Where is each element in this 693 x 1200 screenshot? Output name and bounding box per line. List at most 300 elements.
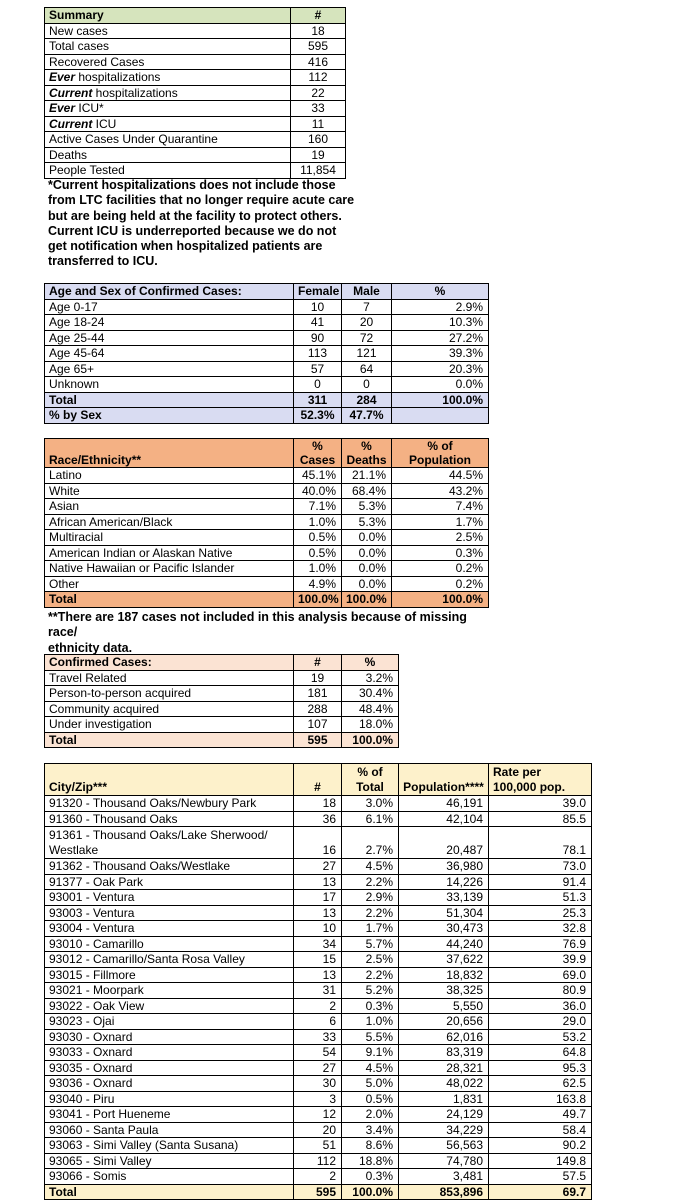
city-label-cell: 93015 - Fillmore	[45, 967, 294, 983]
city-percent-cell: 2.0%	[342, 1107, 399, 1123]
male-cell: 284	[342, 392, 392, 408]
confirmed-percent-cell: 30.4%	[342, 686, 399, 702]
population-percent-cell: 2.5%	[392, 530, 489, 546]
cases-percent-cell: 100.0%	[294, 592, 342, 608]
city-row	[45, 905, 592, 921]
race-label-cell: White	[45, 483, 294, 499]
female-cell: 52.3%	[294, 408, 342, 424]
city-label-cell: 93041 - Port Hueneme	[45, 1107, 294, 1123]
summary-row-text: ICU	[92, 116, 117, 131]
city-population-cell: 48,022	[399, 1076, 489, 1092]
city-rate-cell: 149.8	[489, 1153, 592, 1169]
city-row	[45, 1045, 592, 1061]
city-label-cell: 93004 - Ventura	[45, 921, 294, 937]
confirmed-count-cell: 107	[294, 717, 342, 733]
city-count-cell: 31	[294, 983, 342, 999]
city-population-cell: 51,304	[399, 905, 489, 921]
city-population-cell: 83,319	[399, 1045, 489, 1061]
summary-row-value: 11,854	[291, 163, 346, 179]
race-footnote-line: ethnicity data.	[48, 640, 133, 655]
city-label-cell: 93063 - Simi Valley (Santa Susana)	[45, 1138, 294, 1154]
summary-row	[45, 85, 346, 101]
population-percent-cell: 0.2%	[392, 576, 489, 592]
city-row	[45, 1091, 592, 1107]
summary-row	[45, 39, 346, 55]
city-rate-cell: 58.4	[489, 1122, 592, 1138]
city-row	[45, 1153, 592, 1169]
race-row	[45, 483, 489, 499]
population-percent-cell: 0.3%	[392, 545, 489, 561]
city-rate-cell: 76.9	[489, 936, 592, 952]
city-percent-cell: 9.1%	[342, 1045, 399, 1061]
age-label-cell: Unknown	[45, 377, 294, 393]
city-percent-cell: 4.5%	[342, 859, 399, 875]
city-label-cell: 91360 - Thousand Oaks	[45, 811, 294, 827]
city-row	[45, 827, 592, 859]
male-cell: 47.7%	[342, 408, 392, 424]
city-count-cell: 18	[294, 796, 342, 812]
summary-row-label	[45, 85, 291, 101]
city-population-cell: 30,473	[399, 921, 489, 937]
city-label-cell: 93066 - Somis	[45, 1169, 294, 1185]
city-count-cell: 112	[294, 1153, 342, 1169]
city-rate-cell: 29.0	[489, 1014, 592, 1030]
city-row	[45, 1169, 592, 1185]
city-row	[45, 811, 592, 827]
city-count-cell: 34	[294, 936, 342, 952]
city-rate-cell: 62.5	[489, 1076, 592, 1092]
age-label-cell: Age 18-24	[45, 315, 294, 331]
confirmed-row	[45, 717, 399, 733]
male-cell: 20	[342, 315, 392, 331]
summary-row-value: 19	[291, 147, 346, 163]
city-percent-cell: 1.7%	[342, 921, 399, 937]
city-row	[45, 1107, 592, 1123]
age-label-cell: Age 45-64	[45, 346, 294, 362]
percent-cell	[392, 408, 489, 424]
city-population-cell: 28,321	[399, 1060, 489, 1076]
city-rate-cell: 49.7	[489, 1107, 592, 1123]
female-cell: 113	[294, 346, 342, 362]
city-row	[45, 1014, 592, 1030]
age-label-cell: Age 0-17	[45, 299, 294, 315]
confirmed-percent-cell: 3.2%	[342, 670, 399, 686]
deaths-percent-cell: 5.3%	[342, 499, 392, 515]
city-rate-cell: 69.7	[489, 1184, 592, 1200]
race-label-cell: Asian	[45, 499, 294, 515]
summary-row-text: hospitalizations	[92, 85, 178, 100]
city-count-cell: 595	[294, 1184, 342, 1200]
confirmed-cases-table-body	[45, 655, 399, 748]
summary-row-label	[45, 101, 291, 117]
city-label-cell: 93023 - Ojai	[45, 1014, 294, 1030]
race-row	[45, 545, 489, 561]
city-label-cell: 93022 - Oak View	[45, 998, 294, 1014]
city-percent-cell: 2.2%	[342, 874, 399, 890]
race-total-row	[45, 592, 489, 608]
city-percent-cell: 18.8%	[342, 1153, 399, 1169]
age-sex-table	[44, 283, 489, 424]
population-percent-cell: 0.2%	[392, 561, 489, 577]
summary-row-text: ICU*	[75, 101, 104, 115]
race-ethnicity-table	[44, 438, 489, 608]
city-row	[45, 983, 592, 999]
percent-cell: 27.2%	[392, 330, 489, 346]
summary-footnote-line: but are being held at the facility to protect others.	[48, 208, 342, 223]
city-percent-cell: 5.7%	[342, 936, 399, 952]
city-population-cell: 3,481	[399, 1169, 489, 1185]
city-population-cell: 24,129	[399, 1107, 489, 1123]
summary-row-label	[45, 163, 291, 179]
city-percent-cell: 5.5%	[342, 1029, 399, 1045]
city-population-cell: 18,832	[399, 967, 489, 983]
confirmed-count-cell: 19	[294, 670, 342, 686]
deaths-percent-cell: 0.0%	[342, 576, 392, 592]
city-percent-cell: 0.3%	[342, 998, 399, 1014]
summary-row-label	[45, 39, 291, 55]
city-count-cell: 15	[294, 952, 342, 968]
race-label-cell: Latino	[45, 468, 294, 484]
city-population-cell: 46,191	[399, 796, 489, 812]
city-row	[45, 890, 592, 906]
population-percent-cell: 44.5%	[392, 468, 489, 484]
city-count-cell: 30	[294, 1076, 342, 1092]
confirmed-label-cell: Total	[45, 732, 294, 748]
summary-row	[45, 147, 346, 163]
city-percent-cell: 8.6%	[342, 1138, 399, 1154]
city-row	[45, 1122, 592, 1138]
city-population-cell: 853,896	[399, 1184, 489, 1200]
city-row	[45, 967, 592, 983]
male-cell: 64	[342, 361, 392, 377]
male-cell: 121	[342, 346, 392, 362]
city-count-cell: 6	[294, 1014, 342, 1030]
summary-row-value: 416	[291, 54, 346, 70]
city-header-population: Population****	[399, 764, 489, 796]
population-percent-cell: 7.4%	[392, 499, 489, 515]
city-label-cell: 91362 - Thousand Oaks/Westlake	[45, 859, 294, 875]
city-percent-cell: 3.0%	[342, 796, 399, 812]
percent-cell: 0.0%	[392, 377, 489, 393]
male-cell: 72	[342, 330, 392, 346]
female-cell: 311	[294, 392, 342, 408]
city-percent-cell: 2.2%	[342, 967, 399, 983]
age-sex-row	[45, 361, 489, 377]
city-population-cell: 42,104	[399, 811, 489, 827]
city-label-cell: 93010 - Camarillo	[45, 936, 294, 952]
city-population-cell: 38,325	[399, 983, 489, 999]
percent-cell: 2.9%	[392, 299, 489, 315]
city-header-row	[45, 764, 592, 796]
city-rate-cell: 73.0	[489, 859, 592, 875]
summary-row-emphasis: Ever	[49, 101, 76, 115]
city-rate-cell: 57.5	[489, 1169, 592, 1185]
city-label-cell: Total	[45, 1184, 294, 1200]
city-label-cell: 91377 - Oak Park	[45, 874, 294, 890]
summary-row-label	[45, 70, 291, 86]
summary-row-text: Active Cases Under Quarantine	[49, 132, 218, 146]
city-row	[45, 796, 592, 812]
summary-footnote-line: from LTC facilities that no longer require acute care	[48, 193, 355, 208]
race-row	[45, 468, 489, 484]
confirmed-cases-table	[44, 654, 399, 748]
confirmed-percent-cell: 48.4%	[342, 701, 399, 717]
city-percent-cell: 2.5%	[342, 952, 399, 968]
city-population-cell: 37,622	[399, 952, 489, 968]
city-row	[45, 1060, 592, 1076]
female-cell: 10	[294, 299, 342, 315]
city-label-cell: 93060 - Santa Paula	[45, 1122, 294, 1138]
summary-row	[45, 116, 346, 132]
cases-percent-cell: 45.1%	[294, 468, 342, 484]
city-count-cell: 27	[294, 859, 342, 875]
city-count-cell: 13	[294, 874, 342, 890]
cases-percent-cell: 7.1%	[294, 499, 342, 515]
city-count-cell: 3	[294, 1091, 342, 1107]
city-row	[45, 1138, 592, 1154]
city-count-cell: 36	[294, 811, 342, 827]
population-percent-cell: 43.2%	[392, 483, 489, 499]
city-percent-cell: 2.2%	[342, 905, 399, 921]
summary-row-value: 112	[291, 70, 346, 86]
summary-row-text: Recovered Cases	[49, 54, 145, 69]
age-sex-header-percent: %	[392, 284, 489, 300]
age-sex-row	[45, 299, 489, 315]
age-sex-row	[45, 377, 489, 393]
city-percent-cell: 3.4%	[342, 1122, 399, 1138]
age-sex-row	[45, 315, 489, 331]
summary-row-emphasis: Ever	[49, 70, 76, 84]
city-population-cell: 36,980	[399, 859, 489, 875]
race-label-cell: Multiracial	[45, 530, 294, 546]
city-count-cell: 54	[294, 1045, 342, 1061]
summary-row-text: hospitalizations	[75, 70, 161, 84]
city-label-cell: 91361 - Thousand Oaks/Lake Sherwood/ Westlake	[45, 827, 294, 859]
summary-row-label	[45, 54, 291, 70]
deaths-percent-cell: 0.0%	[342, 545, 392, 561]
confirmed-header-row	[45, 655, 399, 671]
city-percent-cell: 6.1%	[342, 811, 399, 827]
age-sex-table-body	[45, 284, 489, 424]
city-rate-cell: 64.8	[489, 1045, 592, 1061]
female-cell: 41	[294, 315, 342, 331]
race-ethnicity-table-body	[45, 439, 489, 608]
city-row	[45, 1076, 592, 1092]
summary-row	[45, 70, 346, 86]
city-percent-cell: 100.0%	[342, 1184, 399, 1200]
city-rate-cell: 32.8	[489, 921, 592, 937]
city-rate-cell: 163.8	[489, 1091, 592, 1107]
city-rate-cell: 80.9	[489, 983, 592, 999]
confirmed-count-cell: 595	[294, 732, 342, 748]
race-row	[45, 576, 489, 592]
summary-row-value: 160	[291, 132, 346, 148]
confirmed-header-label: Confirmed Cases:	[45, 655, 294, 671]
race-label-cell: Total	[45, 592, 294, 608]
confirmed-row	[45, 686, 399, 702]
city-header-label: City/Zip***	[45, 764, 294, 796]
race-header-cases: % Cases	[294, 439, 342, 468]
age-sex-by-sex-row	[45, 408, 489, 424]
city-label-cell: 93012 - Camarillo/Santa Rosa Valley	[45, 952, 294, 968]
population-percent-cell: 1.7%	[392, 514, 489, 530]
age-sex-header-row	[45, 284, 489, 300]
city-rate-cell: 95.3	[489, 1060, 592, 1076]
summary-row-value: 11	[291, 116, 346, 132]
city-population-cell: 44,240	[399, 936, 489, 952]
age-sex-row	[45, 346, 489, 362]
city-label-cell: 93036 - Oxnard	[45, 1076, 294, 1092]
city-header-rate: Rate per 100,000 pop.	[489, 764, 592, 796]
city-count-cell: 33	[294, 1029, 342, 1045]
city-percent-cell: 5.2%	[342, 983, 399, 999]
city-label-cell: 93035 - Oxnard	[45, 1060, 294, 1076]
summary-footnote-line: get notification when hospitalized patients are	[48, 239, 323, 254]
city-label-cell: 93001 - Ventura	[45, 890, 294, 906]
summary-table	[44, 7, 346, 179]
city-rate-cell: 69.0	[489, 967, 592, 983]
race-footnote	[48, 610, 488, 656]
confirmed-label-cell: Community acquired	[45, 701, 294, 717]
percent-cell: 20.3%	[392, 361, 489, 377]
summary-row-value: 595	[291, 39, 346, 55]
deaths-percent-cell: 0.0%	[342, 561, 392, 577]
race-row	[45, 514, 489, 530]
city-rate-cell: 25.3	[489, 905, 592, 921]
age-sex-row	[45, 330, 489, 346]
summary-row	[45, 101, 346, 117]
age-label-cell: % by Sex	[45, 408, 294, 424]
city-rate-cell: 36.0	[489, 998, 592, 1014]
summary-footnote	[48, 178, 378, 270]
summary-row	[45, 23, 346, 39]
age-label-cell: Age 65+	[45, 361, 294, 377]
confirmed-percent-cell: 100.0%	[342, 732, 399, 748]
age-label-cell: Age 25-44	[45, 330, 294, 346]
population-percent-cell: 100.0%	[392, 592, 489, 608]
city-row	[45, 874, 592, 890]
male-cell: 7	[342, 299, 392, 315]
summary-header-count: #	[291, 8, 346, 24]
city-count-cell: 2	[294, 1169, 342, 1185]
confirmed-row	[45, 670, 399, 686]
city-population-cell: 14,226	[399, 874, 489, 890]
age-sex-total-row	[45, 392, 489, 408]
city-population-cell: 5,550	[399, 998, 489, 1014]
summary-row	[45, 163, 346, 179]
city-row	[45, 859, 592, 875]
city-percent-cell: 4.5%	[342, 1060, 399, 1076]
city-rate-cell: 39.0	[489, 796, 592, 812]
city-count-cell: 13	[294, 967, 342, 983]
confirmed-percent-cell: 18.0%	[342, 717, 399, 733]
city-count-cell: 17	[294, 890, 342, 906]
deaths-percent-cell: 100.0%	[342, 592, 392, 608]
female-cell: 57	[294, 361, 342, 377]
summary-row-text: People Tested	[49, 163, 125, 177]
city-header-percent: % of Total	[342, 764, 399, 796]
deaths-percent-cell: 21.1%	[342, 468, 392, 484]
deaths-percent-cell: 0.0%	[342, 530, 392, 546]
age-sex-header-female: Female	[294, 284, 342, 300]
summary-row-value: 33	[291, 101, 346, 117]
city-label-cell: 93021 - Moorpark	[45, 983, 294, 999]
city-total-row	[45, 1184, 592, 1200]
city-rate-cell: 91.4	[489, 874, 592, 890]
city-row	[45, 952, 592, 968]
cases-percent-cell: 0.5%	[294, 530, 342, 546]
city-label-cell: 93033 - Oxnard	[45, 1045, 294, 1061]
city-label-cell: 93003 - Ventura	[45, 905, 294, 921]
race-header-population: % of Population	[392, 439, 489, 468]
race-header-row	[45, 439, 489, 468]
summary-row-emphasis: Current	[49, 116, 93, 131]
confirmed-label-cell: Travel Related	[45, 670, 294, 686]
city-population-cell: 1,831	[399, 1091, 489, 1107]
confirmed-row	[45, 701, 399, 717]
city-label-cell: 93040 - Piru	[45, 1091, 294, 1107]
age-sex-header-label: Age and Sex of Confirmed Cases:	[45, 284, 294, 300]
city-rate-cell: 51.3	[489, 890, 592, 906]
confirmed-count-cell: 181	[294, 686, 342, 702]
percent-cell: 100.0%	[392, 392, 489, 408]
city-rate-cell: 53.2	[489, 1029, 592, 1045]
city-rate-cell: 90.2	[489, 1138, 592, 1154]
city-count-cell: 10	[294, 921, 342, 937]
city-row	[45, 921, 592, 937]
city-percent-cell: 2.7%	[342, 827, 399, 859]
summary-row-text: Total cases	[49, 39, 110, 53]
race-row	[45, 561, 489, 577]
summary-row	[45, 132, 346, 148]
confirmed-label-cell: Person-to-person acquired	[45, 686, 294, 702]
percent-cell: 39.3%	[392, 346, 489, 362]
summary-footnote-line: *Current hospitalizations does not include those	[48, 178, 336, 192]
summary-row	[45, 54, 346, 70]
summary-row-label	[45, 147, 291, 163]
city-count-cell: 13	[294, 905, 342, 921]
city-population-cell: 33,139	[399, 890, 489, 906]
deaths-percent-cell: 68.4%	[342, 483, 392, 499]
cases-percent-cell: 1.0%	[294, 561, 342, 577]
race-label-cell: American Indian or Alaskan Native	[45, 545, 294, 561]
city-rate-cell: 78.1	[489, 827, 592, 859]
summary-footnote-line: transferred to ICU.	[48, 254, 158, 269]
female-cell: 0	[294, 377, 342, 393]
percent-cell: 10.3%	[392, 315, 489, 331]
city-label-cell: 91320 - Thousand Oaks/Newbury Park	[45, 796, 294, 812]
city-row	[45, 1029, 592, 1045]
city-label-cell: 93030 - Oxnard	[45, 1029, 294, 1045]
race-row	[45, 530, 489, 546]
cases-percent-cell: 4.9%	[294, 576, 342, 592]
city-rate-cell: 85.5	[489, 811, 592, 827]
race-label-cell: Other	[45, 576, 294, 592]
deaths-percent-cell: 5.3%	[342, 514, 392, 530]
city-population-cell: 74,780	[399, 1153, 489, 1169]
female-cell: 90	[294, 330, 342, 346]
race-header-deaths: % Deaths	[342, 439, 392, 468]
confirmed-label-cell: Under investigation	[45, 717, 294, 733]
summary-row-emphasis: Current	[49, 85, 93, 100]
city-percent-cell: 1.0%	[342, 1014, 399, 1030]
city-percent-cell: 2.9%	[342, 890, 399, 906]
city-population-cell: 62,016	[399, 1029, 489, 1045]
male-cell: 0	[342, 377, 392, 393]
city-zip-table	[44, 763, 592, 1200]
city-population-cell: 20,487	[399, 827, 489, 859]
city-rate-cell: 39.9	[489, 952, 592, 968]
